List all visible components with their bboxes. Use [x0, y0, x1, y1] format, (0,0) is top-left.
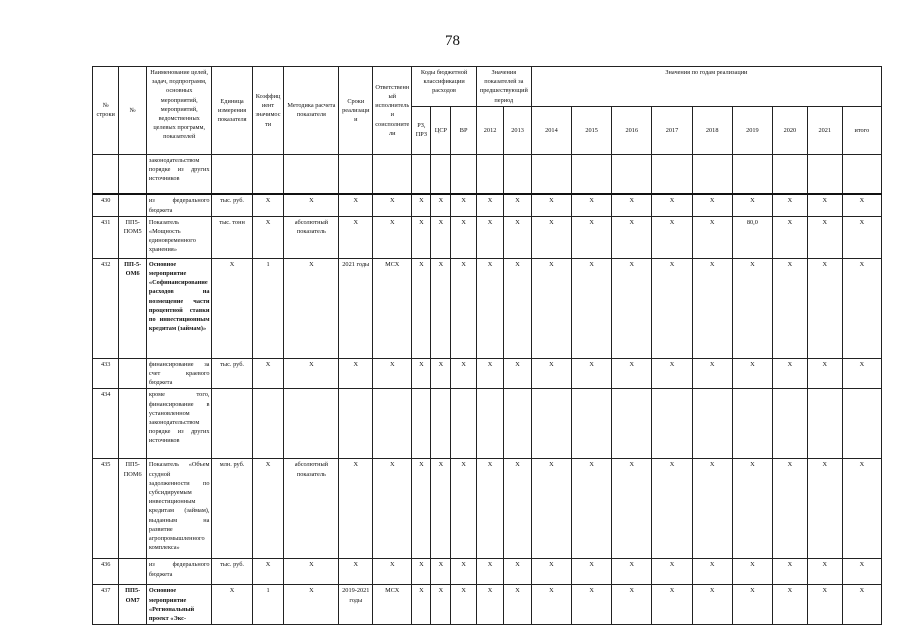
table-row	[93, 559, 882, 585]
row-value: X	[612, 358, 652, 389]
row-value: X	[807, 194, 842, 216]
row-value: X	[692, 358, 732, 389]
row-value: X	[652, 559, 692, 585]
row-unit: тыс. тонн	[212, 216, 252, 258]
row-value: X	[451, 194, 476, 216]
row-value: X	[412, 194, 431, 216]
row-value	[504, 389, 532, 459]
row-name: кроме того, финансирование в установленном законодательством порядке из других источников	[146, 389, 212, 459]
row-value	[572, 154, 612, 194]
row-value: X	[412, 585, 431, 625]
row-unit: тыс. руб.	[212, 358, 252, 389]
row-value	[451, 154, 476, 194]
row-coef: 1	[252, 258, 284, 358]
row-method: X	[284, 358, 339, 389]
row-value: X	[652, 585, 692, 625]
row-value: X	[451, 358, 476, 389]
row-terms	[339, 389, 373, 459]
row-value: X	[531, 194, 571, 216]
row-value: X	[692, 585, 732, 625]
row-value: X	[612, 585, 652, 625]
row-method: X	[284, 585, 339, 625]
row-method: X	[284, 194, 339, 216]
row-value	[504, 154, 532, 194]
row-value: X	[842, 358, 881, 389]
row-value: X	[772, 559, 807, 585]
header-name: Наименование целей, задач, подпрограмм, основных мероприятий, мероприятий, ведомственных целевых программ, показателей	[146, 67, 212, 155]
row-name: Показатель «Мощность единовременного хранения»	[146, 216, 212, 258]
row-value: X	[807, 459, 842, 559]
row-value: X	[772, 358, 807, 389]
row-value	[476, 154, 503, 194]
row-value	[842, 154, 881, 194]
table-row	[93, 358, 882, 389]
row-name: финансирование за счет краевого бюджета	[146, 358, 212, 389]
row-unit: тыс. руб.	[212, 194, 252, 216]
row-value: X	[412, 459, 431, 559]
row-value: X	[476, 459, 503, 559]
row-value: X	[531, 585, 571, 625]
row-value: X	[652, 216, 692, 258]
table-row	[93, 154, 882, 194]
row-name: Показатель «Объем ссудной задолженности по субсидируемым инвестиционным кредитам (займам), выданным на развитие агропромышленного комплекса»	[146, 459, 212, 559]
row-value: X	[431, 194, 451, 216]
header-year: 2017	[652, 106, 692, 154]
row-value: X	[732, 459, 772, 559]
row-method	[284, 389, 339, 459]
row-value: X	[807, 585, 842, 625]
row-value	[842, 389, 881, 459]
row-value: X	[612, 216, 652, 258]
row-terms: 2021 годы	[339, 258, 373, 358]
table-row	[93, 258, 882, 358]
row-value	[451, 389, 476, 459]
row-name: из федерального бюджета	[146, 559, 212, 585]
row-value: X	[504, 194, 532, 216]
header-year: 2021	[807, 106, 842, 154]
header-vr: ВР	[451, 106, 476, 154]
row-unit	[212, 154, 252, 194]
row-value: X	[504, 358, 532, 389]
row-value	[476, 389, 503, 459]
row-value: X	[531, 559, 571, 585]
row-value: X	[451, 585, 476, 625]
row-value: X	[431, 459, 451, 559]
row-method: X	[284, 559, 339, 585]
row-value	[531, 389, 571, 459]
row-value	[692, 389, 732, 459]
row-value: X	[572, 216, 612, 258]
row-value: X	[692, 258, 732, 358]
row-value: X	[732, 194, 772, 216]
row-number: 430	[93, 194, 119, 216]
row-resp: X	[373, 358, 412, 389]
row-value: X	[807, 258, 842, 358]
row-number: 434	[93, 389, 119, 459]
row-value: X	[772, 459, 807, 559]
row-coef: 1	[252, 585, 284, 625]
table-row	[93, 585, 882, 625]
row-value: X	[572, 258, 612, 358]
row-coef	[252, 154, 284, 194]
header-codes: Коды бюджетной классификации расходов	[412, 67, 477, 107]
row-coef: X	[252, 559, 284, 585]
row-value	[612, 389, 652, 459]
budget-table	[92, 66, 882, 625]
header-num: №	[119, 67, 146, 155]
header-resp: Ответственный исполнитель и соисполнители	[373, 67, 412, 155]
row-value: X	[652, 258, 692, 358]
row-resp: X	[373, 194, 412, 216]
row-value: X	[412, 358, 431, 389]
row-coef: X	[252, 216, 284, 258]
row-value	[572, 389, 612, 459]
row-name: законодательством порядке из других источников	[146, 154, 212, 194]
row-value: X	[531, 216, 571, 258]
row-value: X	[476, 559, 503, 585]
header-year: 2015	[572, 106, 612, 154]
row-unit: тыс. руб.	[212, 559, 252, 585]
row-terms: X	[339, 358, 373, 389]
header-year: 2016	[612, 106, 652, 154]
row-value: X	[451, 216, 476, 258]
row-coef: X	[252, 194, 284, 216]
table-row	[93, 194, 882, 216]
header-prev: Значения показателей за предшествующий период	[476, 67, 531, 107]
row-value	[412, 389, 431, 459]
row-resp	[373, 389, 412, 459]
row-value: X	[842, 585, 881, 625]
row-terms: 2019-2021 годы	[339, 585, 373, 625]
row-method: X	[284, 258, 339, 358]
row-value: X	[732, 358, 772, 389]
row-value: X	[451, 459, 476, 559]
table-row	[93, 216, 882, 258]
row-value: X	[504, 559, 532, 585]
row-value	[531, 154, 571, 194]
row-value: X	[504, 585, 532, 625]
header-year: 2020	[772, 106, 807, 154]
row-resp	[373, 154, 412, 194]
row-value	[431, 154, 451, 194]
row-resp: МСХ	[373, 258, 412, 358]
row-value: X	[772, 585, 807, 625]
row-terms: X	[339, 559, 373, 585]
row-value: X	[807, 559, 842, 585]
row-value: X	[412, 258, 431, 358]
header-row-no: № строки	[93, 67, 119, 155]
header-year: 2018	[692, 106, 732, 154]
row-method	[284, 154, 339, 194]
row-value: X	[431, 559, 451, 585]
table-row	[93, 459, 882, 559]
header-year: итого	[842, 106, 881, 154]
row-resp: МСХ	[373, 585, 412, 625]
row-value: X	[476, 194, 503, 216]
row-value	[431, 389, 451, 459]
header-unit: Единица измерения показателя	[212, 67, 252, 155]
row-resp: X	[373, 459, 412, 559]
row-value	[692, 154, 732, 194]
row-value: X	[692, 559, 732, 585]
row-unit: X	[212, 585, 252, 625]
row-value: X	[504, 216, 532, 258]
row-value: X	[531, 358, 571, 389]
row-value: X	[451, 559, 476, 585]
table-row	[93, 389, 882, 459]
page-number: 78	[445, 33, 460, 49]
row-code: ПП-5-ОМ6	[119, 258, 146, 358]
row-value: X	[612, 258, 652, 358]
row-unit	[212, 389, 252, 459]
row-value: X	[842, 459, 881, 559]
header-year: 2014	[531, 106, 571, 154]
row-value: X	[842, 216, 881, 258]
header-coef: Коэффициент значимости	[252, 67, 284, 155]
row-value: X	[652, 358, 692, 389]
row-number: 433	[93, 358, 119, 389]
row-code	[119, 559, 146, 585]
row-unit: млн. руб.	[212, 459, 252, 559]
row-value: X	[572, 585, 612, 625]
row-value: X	[842, 559, 881, 585]
row-value: X	[504, 258, 532, 358]
row-name: Основное мероприятие «Региональный проект «Экс-	[146, 585, 212, 625]
row-value: X	[652, 194, 692, 216]
row-value: X	[807, 216, 842, 258]
header-method: Методика расчета показателя	[284, 67, 339, 155]
row-code	[119, 389, 146, 459]
row-code: ПП5-ПОМ5	[119, 216, 146, 258]
row-value: X	[612, 559, 652, 585]
row-value: X	[531, 459, 571, 559]
row-code	[119, 194, 146, 216]
row-value	[412, 154, 431, 194]
row-value: X	[431, 216, 451, 258]
header-2013: 2013	[504, 106, 532, 154]
row-value: X	[842, 258, 881, 358]
row-value	[772, 154, 807, 194]
header-csr: ЦСР	[431, 106, 451, 154]
row-value: X	[476, 358, 503, 389]
row-value: X	[772, 194, 807, 216]
row-value	[732, 154, 772, 194]
row-value: X	[732, 585, 772, 625]
row-value: X	[692, 194, 732, 216]
row-value: X	[412, 216, 431, 258]
row-value: 80,0	[732, 216, 772, 258]
row-value: X	[572, 559, 612, 585]
row-value	[652, 389, 692, 459]
row-terms: X	[339, 216, 373, 258]
row-value: X	[732, 559, 772, 585]
header-terms: Сроки реализации	[339, 67, 373, 155]
row-value: X	[451, 258, 476, 358]
row-number	[93, 154, 119, 194]
row-value: X	[692, 216, 732, 258]
row-value: X	[842, 194, 881, 216]
row-value	[807, 154, 842, 194]
row-number: 437	[93, 585, 119, 625]
row-value: X	[531, 258, 571, 358]
row-value: X	[412, 559, 431, 585]
row-terms: X	[339, 194, 373, 216]
row-method: абсолютный показатель	[284, 216, 339, 258]
row-value: X	[732, 258, 772, 358]
row-value	[807, 389, 842, 459]
row-number: 432	[93, 258, 119, 358]
header-year: 2019	[732, 106, 772, 154]
row-value: X	[772, 216, 807, 258]
row-coef: X	[252, 358, 284, 389]
row-value: X	[431, 585, 451, 625]
row-value: X	[572, 194, 612, 216]
row-value	[652, 154, 692, 194]
row-name: из федерального бюджета	[146, 194, 212, 216]
row-value: X	[612, 459, 652, 559]
row-coef	[252, 389, 284, 459]
row-value	[772, 389, 807, 459]
table-body	[93, 154, 882, 624]
header-years-group: Значения по годам реализации	[531, 67, 881, 107]
row-code	[119, 358, 146, 389]
row-number: 431	[93, 216, 119, 258]
row-resp: X	[373, 559, 412, 585]
row-method: абсолютный показатель	[284, 459, 339, 559]
row-value	[732, 389, 772, 459]
row-value: X	[504, 459, 532, 559]
row-number: 436	[93, 559, 119, 585]
row-code: ПП5-ПОМ6	[119, 459, 146, 559]
row-value: X	[772, 258, 807, 358]
row-value: X	[612, 194, 652, 216]
row-value: X	[692, 459, 732, 559]
row-code: ПП5-ОМ7	[119, 585, 146, 625]
row-value: X	[476, 585, 503, 625]
header-2012: 2012	[476, 106, 503, 154]
row-unit: X	[212, 258, 252, 358]
row-coef: X	[252, 459, 284, 559]
row-value: X	[476, 216, 503, 258]
row-name: Основное мероприятие «Софинансирование расходов на возмещение части процентной ставки по инвестиционным кредитам (займам)»	[146, 258, 212, 358]
row-value	[612, 154, 652, 194]
row-value: X	[807, 358, 842, 389]
row-value: X	[652, 459, 692, 559]
row-terms	[339, 154, 373, 194]
row-resp: X	[373, 216, 412, 258]
row-value: X	[431, 258, 451, 358]
row-terms: X	[339, 459, 373, 559]
row-code	[119, 154, 146, 194]
header-rz: РЗ, ПРЗ	[412, 106, 431, 154]
row-value: X	[572, 459, 612, 559]
row-value: X	[572, 358, 612, 389]
row-number: 435	[93, 459, 119, 559]
row-value: X	[476, 258, 503, 358]
row-value: X	[431, 358, 451, 389]
